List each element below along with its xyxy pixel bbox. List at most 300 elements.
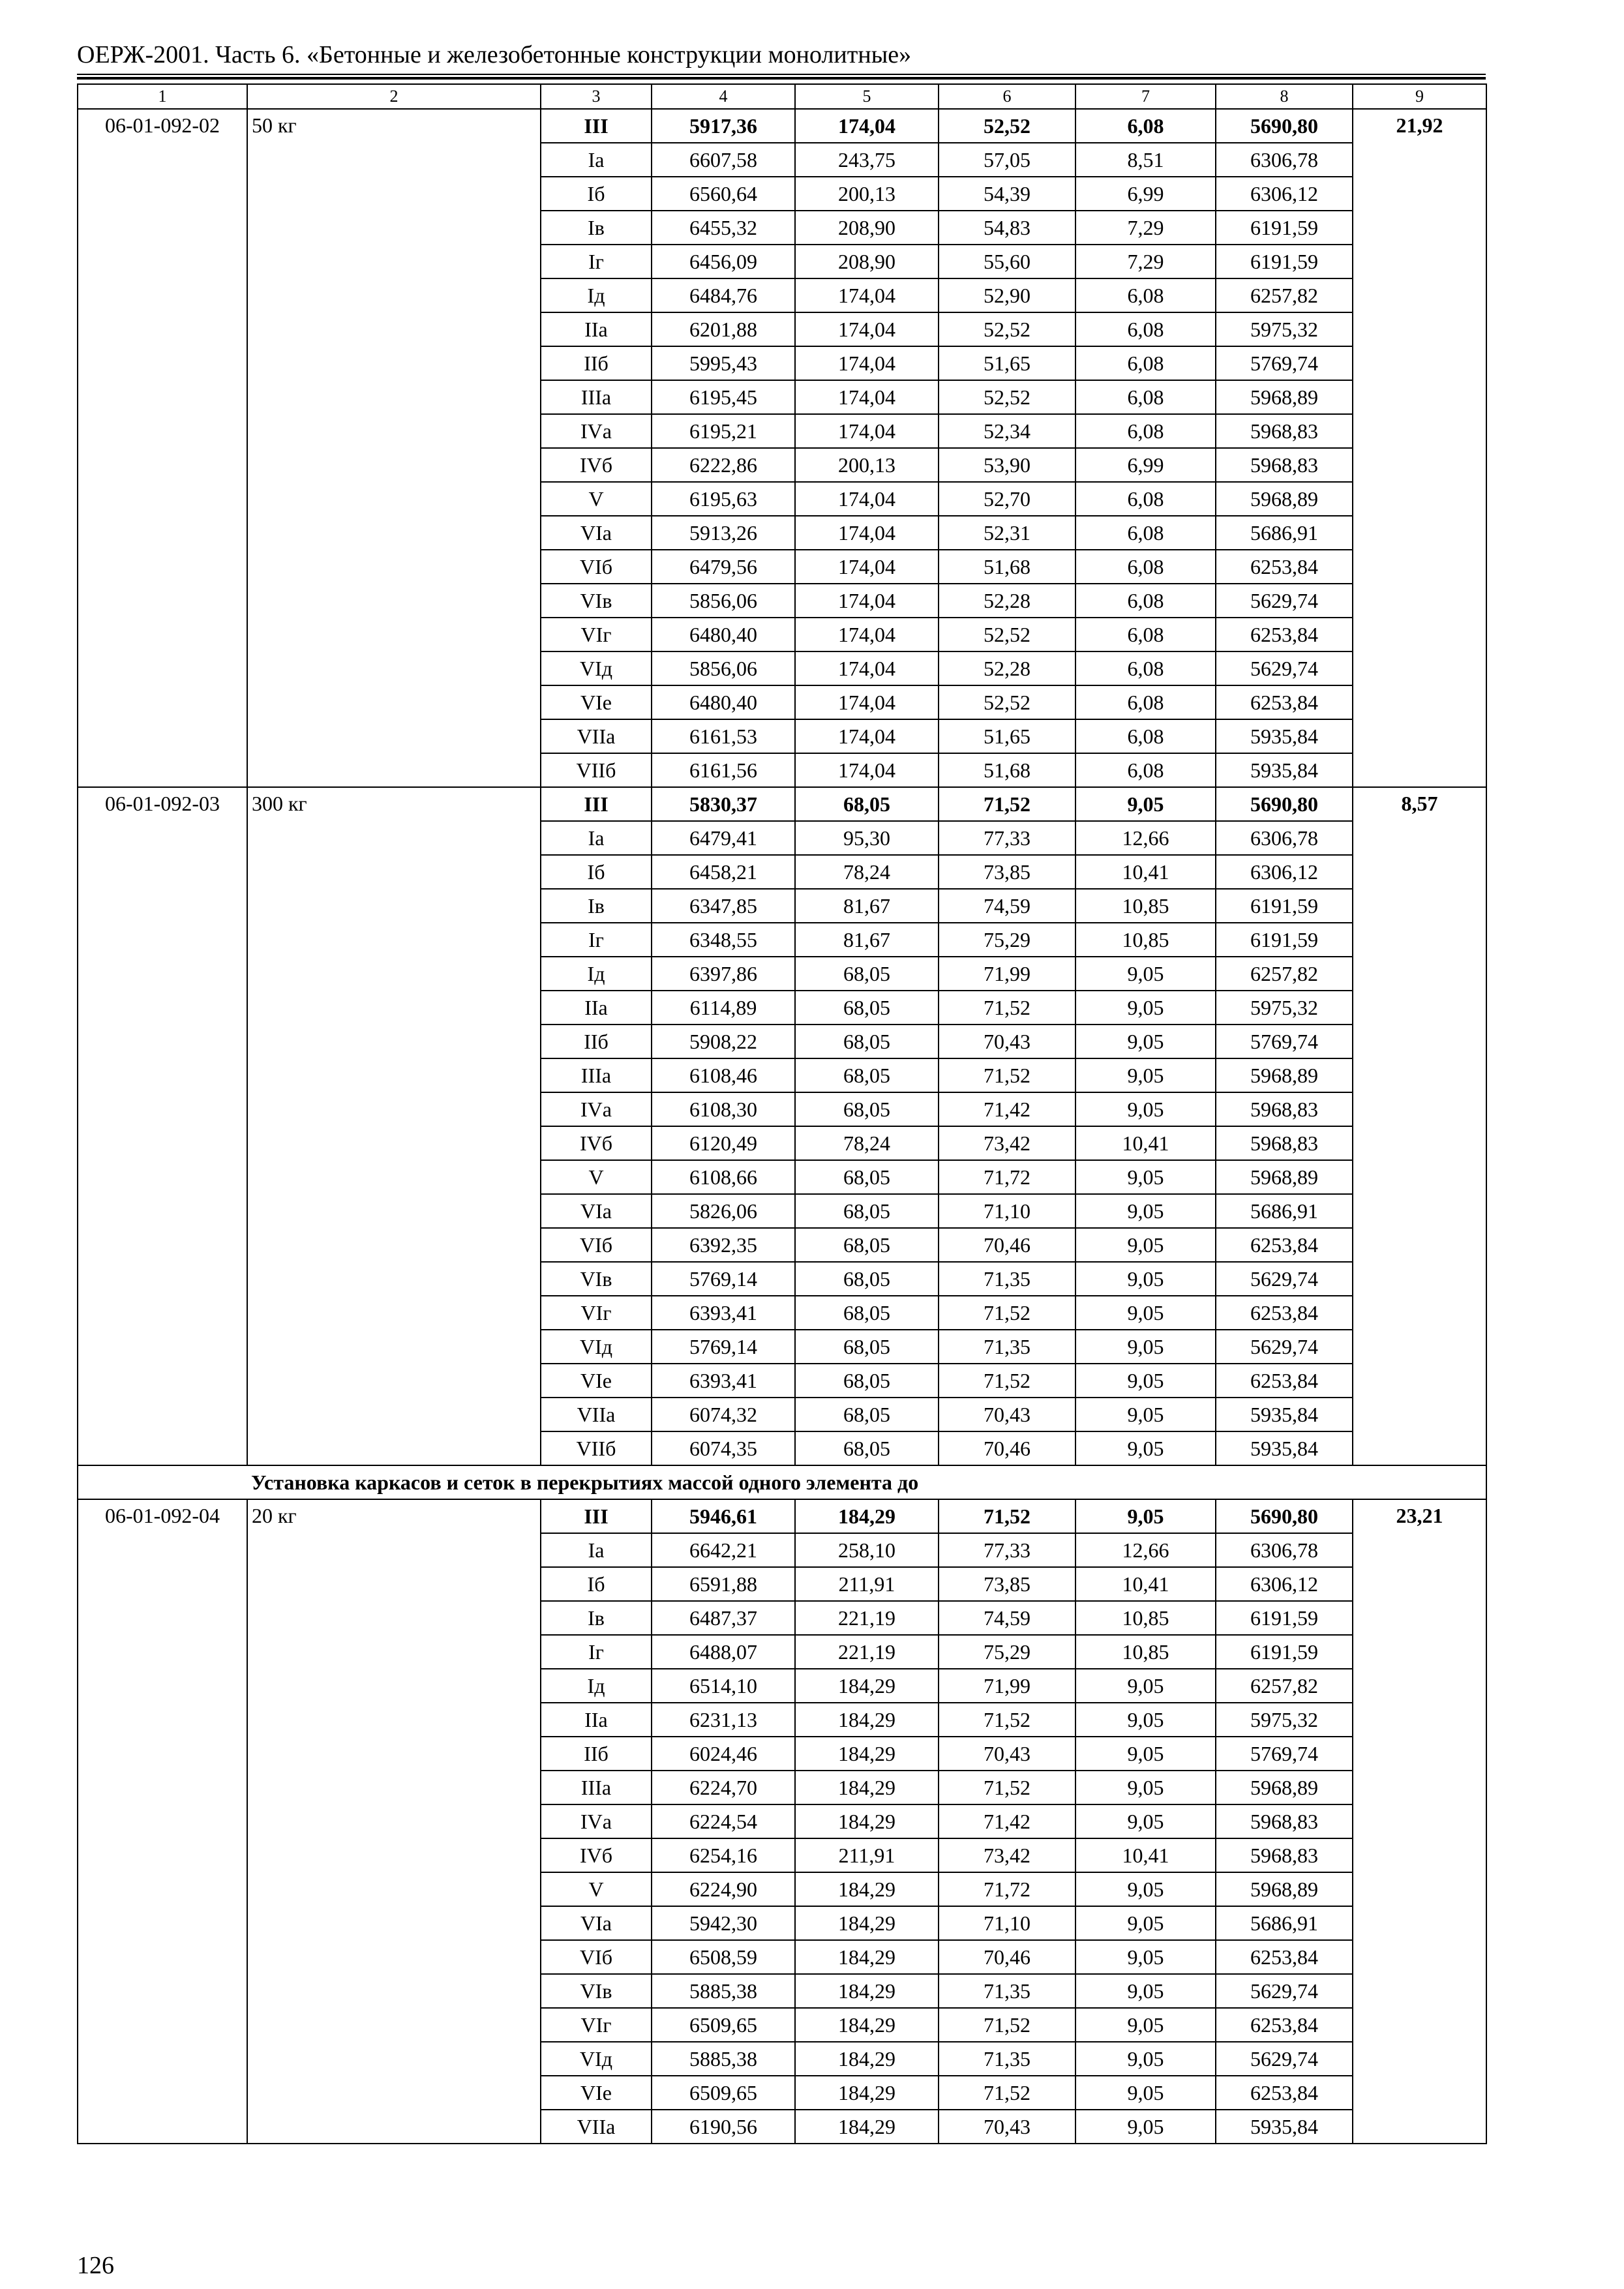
direct-cost: 6195,21 [652,414,795,448]
materials-cost: 5629,74 [1216,2042,1353,2076]
direct-cost: 6509,65 [652,2008,795,2042]
direct-cost: 6348,55 [652,923,795,957]
machinist-wages: 6,08 [1075,753,1216,787]
direct-cost: 6488,07 [652,1635,795,1669]
machinist-wages: 9,05 [1075,1499,1216,1533]
direct-cost: 6108,66 [652,1160,795,1194]
header-rule-thick [77,77,1486,80]
zone-code: VIб [541,1940,652,1974]
direct-cost: 6224,54 [652,1804,795,1838]
machinist-wages: 6,08 [1075,685,1216,719]
machinist-wages: 9,05 [1075,1296,1216,1330]
zone-code: VIд [541,651,652,685]
zone-code: VIIа [541,719,652,753]
machinist-wages: 6,08 [1075,516,1216,550]
machine-cost: 71,52 [939,1296,1075,1330]
machine-cost: 51,68 [939,753,1075,787]
zone-code: IVб [541,1126,652,1160]
direct-cost: 6607,58 [652,143,795,177]
wages: 184,29 [795,1804,939,1838]
wages: 184,29 [795,2076,939,2110]
direct-cost: 6480,40 [652,618,795,651]
direct-cost: 6120,49 [652,1126,795,1160]
section-heading-row [78,1465,1486,1499]
materials-cost: 5968,89 [1216,1058,1353,1092]
machinist-wages: 6,08 [1075,109,1216,143]
zone-code: Iв [541,889,652,923]
machine-cost: 71,52 [939,2076,1075,2110]
zone-code: V [541,1872,652,1906]
direct-cost: 6222,86 [652,448,795,482]
direct-cost: 6509,65 [652,2076,795,2110]
machinist-wages: 10,41 [1075,1126,1216,1160]
wages: 68,05 [795,1058,939,1092]
machine-cost: 52,52 [939,685,1075,719]
materials-cost: 5935,84 [1216,1398,1353,1431]
zone-code: VIе [541,2076,652,2110]
materials-cost: 6253,84 [1216,685,1353,719]
zone-code: VIб [541,1228,652,1262]
wages: 68,05 [795,1431,939,1465]
rates-table-body [78,84,1486,2144]
direct-cost: 6347,85 [652,889,795,923]
machine-cost: 71,52 [939,2008,1075,2042]
zone-code: IIIа [541,1058,652,1092]
direct-cost: 6480,40 [652,685,795,719]
machine-cost: 52,31 [939,516,1075,550]
machinist-wages: 9,05 [1075,1737,1216,1771]
direct-cost: 6074,35 [652,1431,795,1465]
machinist-wages: 10,41 [1075,1567,1216,1601]
page-header-title: ОЕРЖ-2001. Часть 6. «Бетонные и железобетонные конструкции монолитные» [77,41,912,68]
machinist-wages: 9,05 [1075,1364,1216,1398]
zone-code: Iб [541,1567,652,1601]
rate-name: 50 кг [247,109,541,787]
direct-cost: 6642,21 [652,1533,795,1567]
machinist-wages: 9,05 [1075,1703,1216,1737]
zone-code: Iг [541,923,652,957]
wages: 174,04 [795,685,939,719]
machinist-wages: 9,05 [1075,1906,1216,1940]
direct-cost: 6560,64 [652,177,795,211]
direct-cost: 6074,32 [652,1398,795,1431]
materials-cost: 5769,74 [1216,346,1353,380]
machine-cost: 71,42 [939,1092,1075,1126]
direct-cost: 6195,63 [652,482,795,516]
materials-cost: 5690,80 [1216,109,1353,143]
zone-code: VIа [541,516,652,550]
zone-code: VIг [541,618,652,651]
materials-cost: 6253,84 [1216,1228,1353,1262]
wages: 184,29 [795,1906,939,1940]
wages: 184,29 [795,2008,939,2042]
materials-cost: 5975,32 [1216,1703,1353,1737]
direct-cost: 6456,09 [652,245,795,278]
rate-code: 06-01-092-02 [78,109,247,787]
wages: 68,05 [795,1330,939,1364]
column-number: 9 [1353,84,1486,109]
machine-cost: 54,39 [939,177,1075,211]
wages: 174,04 [795,346,939,380]
machine-cost: 52,70 [939,482,1075,516]
materials-cost: 5629,74 [1216,1330,1353,1364]
direct-cost: 6479,56 [652,550,795,584]
materials-cost: 5968,83 [1216,1092,1353,1126]
direct-cost: 6161,53 [652,719,795,753]
direct-cost: 5995,43 [652,346,795,380]
direct-cost: 6393,41 [652,1296,795,1330]
rates-table [77,83,1487,2144]
machine-cost: 74,59 [939,1601,1075,1635]
materials-cost: 6191,59 [1216,889,1353,923]
zone-code: Iв [541,211,652,245]
zone-code: VIа [541,1906,652,1940]
direct-cost: 6161,56 [652,753,795,787]
materials-cost: 6191,59 [1216,245,1353,278]
wages: 78,24 [795,855,939,889]
materials-cost: 6306,78 [1216,143,1353,177]
section-heading-blank [78,1465,247,1499]
zone-code: IVб [541,1838,652,1872]
wages: 184,29 [795,1872,939,1906]
machine-cost: 70,43 [939,1025,1075,1058]
materials-cost: 5968,83 [1216,1838,1353,1872]
machinist-wages: 9,05 [1075,1160,1216,1194]
machine-cost: 71,52 [939,991,1075,1025]
zone-code: Iд [541,278,652,312]
direct-cost: 5769,14 [652,1262,795,1296]
direct-cost: 6108,30 [652,1092,795,1126]
machinist-wages: 6,99 [1075,177,1216,211]
direct-cost: 6393,41 [652,1364,795,1398]
wages: 174,04 [795,278,939,312]
direct-cost: 6231,13 [652,1703,795,1737]
machinist-wages: 6,08 [1075,278,1216,312]
materials-cost: 5968,89 [1216,482,1353,516]
zone-code: Iг [541,245,652,278]
zone-code: VIд [541,1330,652,1364]
zone-code: VIг [541,2008,652,2042]
materials-cost: 6191,59 [1216,923,1353,957]
direct-cost: 5942,30 [652,1906,795,1940]
materials-cost: 5935,84 [1216,719,1353,753]
machine-cost: 73,42 [939,1838,1075,1872]
materials-cost: 5629,74 [1216,584,1353,618]
machine-cost: 52,52 [939,109,1075,143]
machinist-wages: 9,05 [1075,1974,1216,2008]
zone-code: VIа [541,1194,652,1228]
zone-code: IIа [541,312,652,346]
rate-name: 20 кг [247,1499,541,2144]
machine-cost: 71,52 [939,1771,1075,1804]
header-rule [77,74,1486,75]
zone-code: Iа [541,143,652,177]
materials-cost: 6191,59 [1216,1635,1353,1669]
machinist-wages: 9,05 [1075,1669,1216,1703]
wages: 174,04 [795,482,939,516]
machine-cost: 51,68 [939,550,1075,584]
materials-cost: 5629,74 [1216,651,1353,685]
wages: 174,04 [795,584,939,618]
materials-cost: 5935,84 [1216,753,1353,787]
wages: 184,29 [795,1771,939,1804]
direct-cost: 6455,32 [652,211,795,245]
wages: 68,05 [795,1092,939,1126]
machine-cost: 51,65 [939,346,1075,380]
wages: 68,05 [795,1194,939,1228]
machine-cost: 70,46 [939,1431,1075,1465]
materials-cost: 5968,83 [1216,448,1353,482]
wages: 243,75 [795,143,939,177]
machine-cost: 77,33 [939,821,1075,855]
zone-code: Iд [541,1669,652,1703]
materials-cost: 5935,84 [1216,1431,1353,1465]
machine-cost: 71,42 [939,1804,1075,1838]
machine-cost: 52,90 [939,278,1075,312]
zone-code: VIв [541,584,652,618]
zone-code: VIв [541,1262,652,1296]
zone-code: IVа [541,414,652,448]
materials-cost: 5690,80 [1216,1499,1353,1533]
wages: 68,05 [795,1160,939,1194]
materials-cost: 6257,82 [1216,278,1353,312]
machine-cost: 54,83 [939,211,1075,245]
materials-cost: 6253,84 [1216,1296,1353,1330]
machinist-wages: 10,85 [1075,1601,1216,1635]
materials-cost: 6253,84 [1216,1364,1353,1398]
materials-cost: 6253,84 [1216,618,1353,651]
materials-cost: 5975,32 [1216,991,1353,1025]
direct-cost: 5885,38 [652,1974,795,2008]
machinist-wages: 9,05 [1075,1771,1216,1804]
materials-cost: 6253,84 [1216,1940,1353,1974]
wages: 95,30 [795,821,939,855]
wages: 184,29 [795,1703,939,1737]
machinist-wages: 9,05 [1075,1025,1216,1058]
wages: 221,19 [795,1601,939,1635]
machinist-wages: 9,05 [1075,1940,1216,1974]
direct-cost: 6514,10 [652,1669,795,1703]
machinist-wages: 6,08 [1075,346,1216,380]
zone-code: Iа [541,1533,652,1567]
machinist-wages: 9,05 [1075,1330,1216,1364]
materials-cost: 6257,82 [1216,1669,1353,1703]
machinist-wages: 10,41 [1075,855,1216,889]
machine-cost: 71,52 [939,1499,1075,1533]
column-number: 1 [78,84,247,109]
direct-cost: 6458,21 [652,855,795,889]
machine-cost: 71,52 [939,1058,1075,1092]
wages: 221,19 [795,1635,939,1669]
rate-code: 06-01-092-04 [78,1499,247,2144]
machinist-wages: 9,05 [1075,1092,1216,1126]
machinist-wages: 10,85 [1075,889,1216,923]
direct-cost: 5856,06 [652,651,795,685]
machinist-wages: 9,05 [1075,957,1216,991]
machinist-wages: 9,05 [1075,1872,1216,1906]
machinist-wages: 6,99 [1075,448,1216,482]
machine-cost: 52,52 [939,618,1075,651]
machinist-wages: 9,05 [1075,1228,1216,1262]
machinist-wages: 9,05 [1075,1431,1216,1465]
machine-cost: 52,34 [939,414,1075,448]
machinist-wages: 6,08 [1075,719,1216,753]
machine-cost: 71,99 [939,1669,1075,1703]
zone-code: IIб [541,1737,652,1771]
wages: 174,04 [795,719,939,753]
machine-cost: 71,99 [939,957,1075,991]
machine-cost: 71,35 [939,1330,1075,1364]
zone-code: VIг [541,1296,652,1330]
wages: 184,29 [795,1940,939,1974]
machinist-wages: 9,05 [1075,2008,1216,2042]
zone-code: Iа [541,821,652,855]
materials-cost: 5629,74 [1216,1262,1353,1296]
machine-cost: 52,52 [939,312,1075,346]
wages: 174,04 [795,550,939,584]
machinist-wages: 6,08 [1075,414,1216,448]
machine-cost: 70,43 [939,2110,1075,2144]
wages: 174,04 [795,312,939,346]
labor-cost: 8,57 [1353,787,1486,1465]
machine-cost: 52,28 [939,651,1075,685]
direct-cost: 6224,70 [652,1771,795,1804]
machine-cost: 51,65 [939,719,1075,753]
machinist-wages: 10,85 [1075,1635,1216,1669]
wages: 200,13 [795,448,939,482]
machinist-wages: 6,08 [1075,312,1216,346]
machine-cost: 70,46 [939,1228,1075,1262]
machine-cost: 57,05 [939,143,1075,177]
wages: 174,04 [795,753,939,787]
machine-cost: 71,35 [939,1974,1075,2008]
machinist-wages: 10,85 [1075,923,1216,957]
column-number-row [78,84,1486,109]
wages: 174,04 [795,414,939,448]
materials-cost: 6306,78 [1216,1533,1353,1567]
direct-cost: 6254,16 [652,1838,795,1872]
wages: 68,05 [795,1228,939,1262]
materials-cost: 5968,83 [1216,1126,1353,1160]
materials-cost: 5968,89 [1216,1160,1353,1194]
materials-cost: 5968,89 [1216,380,1353,414]
machine-cost: 71,52 [939,787,1075,821]
direct-cost: 5830,37 [652,787,795,821]
column-number: 7 [1075,84,1216,109]
materials-cost: 5686,91 [1216,516,1353,550]
wages: 208,90 [795,245,939,278]
wages: 81,67 [795,923,939,957]
zone-code: Iв [541,1601,652,1635]
direct-cost: 5917,36 [652,109,795,143]
machine-cost: 71,35 [939,2042,1075,2076]
direct-cost: 6397,86 [652,957,795,991]
materials-cost: 5968,89 [1216,1872,1353,1906]
wages: 174,04 [795,380,939,414]
wages: 78,24 [795,1126,939,1160]
zone-code: IVа [541,1804,652,1838]
machine-cost: 53,90 [939,448,1075,482]
zone-code: IVб [541,448,652,482]
machine-cost: 71,35 [939,1262,1075,1296]
machinist-wages: 6,08 [1075,618,1216,651]
zone-code: V [541,482,652,516]
machinist-wages: 12,66 [1075,821,1216,855]
materials-cost: 5769,74 [1216,1025,1353,1058]
machine-cost: 71,10 [939,1906,1075,1940]
rate-name: 300 кг [247,787,541,1465]
zone-code: VIIб [541,753,652,787]
column-number: 6 [939,84,1075,109]
materials-cost: 6306,12 [1216,855,1353,889]
labor-cost: 21,92 [1353,109,1486,787]
machinist-wages: 10,41 [1075,1838,1216,1872]
materials-cost: 5686,91 [1216,1194,1353,1228]
direct-cost: 6479,41 [652,821,795,855]
zone-code: Iб [541,855,652,889]
machine-cost: 74,59 [939,889,1075,923]
column-number: 4 [652,84,795,109]
wages: 200,13 [795,177,939,211]
machinist-wages: 9,05 [1075,1194,1216,1228]
wages: 68,05 [795,957,939,991]
machinist-wages: 9,05 [1075,991,1216,1025]
materials-cost: 5686,91 [1216,1906,1353,1940]
wages: 258,10 [795,1533,939,1567]
rate-code: 06-01-092-03 [78,787,247,1465]
zone-code: IVа [541,1092,652,1126]
direct-cost: 5856,06 [652,584,795,618]
machinist-wages: 6,08 [1075,482,1216,516]
direct-cost: 6487,37 [652,1601,795,1635]
materials-cost: 6306,12 [1216,177,1353,211]
materials-cost: 6253,84 [1216,2076,1353,2110]
zone-code: VIб [541,550,652,584]
machine-cost: 73,85 [939,855,1075,889]
machinist-wages: 9,05 [1075,2110,1216,2144]
direct-cost: 5769,14 [652,1330,795,1364]
direct-cost: 5913,26 [652,516,795,550]
materials-cost: 6191,59 [1216,211,1353,245]
zone-code: IIIа [541,380,652,414]
wages: 184,29 [795,2042,939,2076]
materials-cost: 5690,80 [1216,787,1353,821]
machinist-wages: 9,05 [1075,2042,1216,2076]
machine-cost: 70,46 [939,1940,1075,1974]
machinist-wages: 9,05 [1075,1058,1216,1092]
direct-cost: 6024,46 [652,1737,795,1771]
machine-cost: 71,52 [939,1703,1075,1737]
machine-cost: 70,43 [939,1737,1075,1771]
wages: 81,67 [795,889,939,923]
table-row [78,787,1486,821]
direct-cost: 6224,90 [652,1872,795,1906]
column-number: 3 [541,84,652,109]
materials-cost: 6306,12 [1216,1567,1353,1601]
zone-code: Iб [541,177,652,211]
wages: 211,91 [795,1838,939,1872]
machine-cost: 77,33 [939,1533,1075,1567]
wages: 68,05 [795,991,939,1025]
section-heading: Установка каркасов и сеток в перекрытиях массой одного элемента до [247,1465,1486,1499]
materials-cost: 6253,84 [1216,550,1353,584]
materials-cost: 5968,83 [1216,414,1353,448]
machinist-wages: 6,08 [1075,380,1216,414]
direct-cost: 6114,89 [652,991,795,1025]
wages: 184,29 [795,1737,939,1771]
wages: 174,04 [795,516,939,550]
direct-cost: 6392,35 [652,1228,795,1262]
